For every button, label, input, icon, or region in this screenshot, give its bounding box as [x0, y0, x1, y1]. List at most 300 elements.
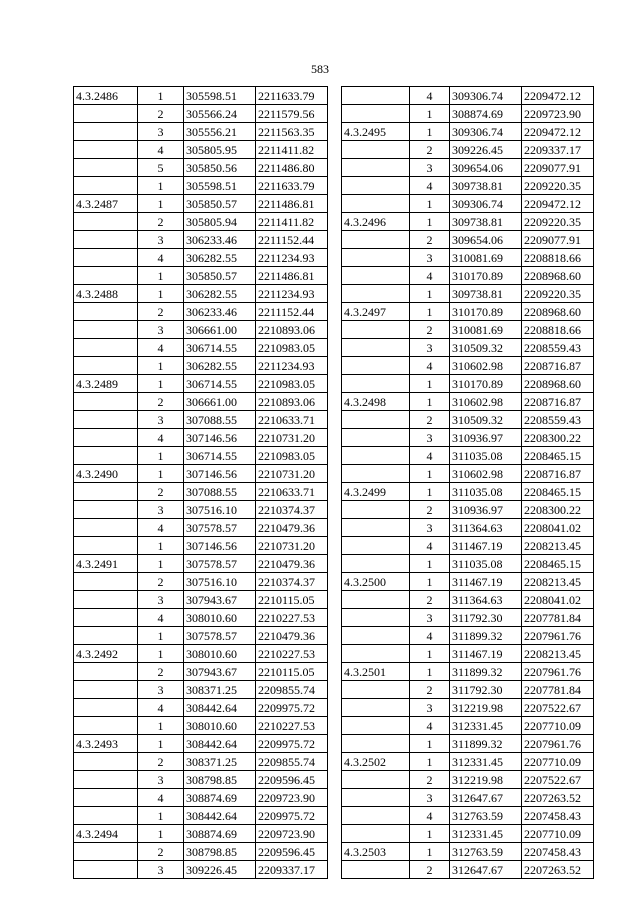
- table-row: [342, 843, 594, 861]
- parcel-id-cell: [342, 159, 410, 177]
- y-coordinate-cell: 2209077.91: [522, 159, 594, 177]
- x-coordinate-cell: 305805.94: [184, 213, 256, 231]
- table-row: [74, 681, 328, 699]
- x-coordinate-cell: 312331.45: [450, 717, 522, 735]
- parcel-id-cell: 4.3.2489: [74, 375, 138, 393]
- parcel-id-cell: 4.3.2494: [74, 825, 138, 843]
- table-row: [342, 231, 594, 249]
- y-coordinate-cell: 2210893.06: [256, 321, 328, 339]
- x-coordinate-cell: 312219.98: [450, 699, 522, 717]
- point-number-cell: 1: [410, 555, 450, 573]
- y-coordinate-cell: 2208968.60: [522, 267, 594, 285]
- table-row: [342, 105, 594, 123]
- table-row: [74, 807, 328, 825]
- x-coordinate-cell: 311899.32: [450, 627, 522, 645]
- parcel-id-cell: [342, 861, 410, 879]
- table-row: [74, 195, 328, 213]
- x-coordinate-cell: 305598.51: [184, 87, 256, 105]
- parcel-id-cell: [342, 591, 410, 609]
- y-coordinate-cell: 2209975.72: [256, 699, 328, 717]
- x-coordinate-cell: 309738.81: [450, 285, 522, 303]
- y-coordinate-cell: 2210479.36: [256, 519, 328, 537]
- x-coordinate-cell: 309226.45: [450, 141, 522, 159]
- table-row: [74, 303, 328, 321]
- table-row: [74, 591, 328, 609]
- parcel-id-cell: [74, 573, 138, 591]
- x-coordinate-cell: 308442.64: [184, 699, 256, 717]
- x-coordinate-cell: 306714.55: [184, 447, 256, 465]
- y-coordinate-cell: 2210983.05: [256, 339, 328, 357]
- x-coordinate-cell: 310170.89: [450, 375, 522, 393]
- y-coordinate-cell: 2211152.44: [256, 231, 328, 249]
- y-coordinate-cell: 2208300.22: [522, 501, 594, 519]
- table-row: [342, 465, 594, 483]
- table-row: [342, 753, 594, 771]
- parcel-id-cell: [342, 501, 410, 519]
- table-row: [342, 213, 594, 231]
- x-coordinate-cell: 308798.85: [184, 771, 256, 789]
- y-coordinate-cell: 2207710.09: [522, 825, 594, 843]
- table-row: [74, 231, 328, 249]
- table-row: [74, 447, 328, 465]
- table-row: [342, 177, 594, 195]
- parcel-id-cell: [342, 321, 410, 339]
- y-coordinate-cell: 2210374.37: [256, 501, 328, 519]
- point-number-cell: 3: [138, 771, 184, 789]
- parcel-id-cell: 4.3.2502: [342, 753, 410, 771]
- y-coordinate-cell: 2211633.79: [256, 87, 328, 105]
- y-coordinate-cell: 2210731.20: [256, 429, 328, 447]
- table-row: [342, 807, 594, 825]
- x-coordinate-cell: 312647.67: [450, 861, 522, 879]
- x-coordinate-cell: 307578.57: [184, 519, 256, 537]
- point-number-cell: 4: [138, 339, 184, 357]
- table-row: [342, 267, 594, 285]
- y-coordinate-cell: 2208213.45: [522, 537, 594, 555]
- y-coordinate-cell: 2210633.71: [256, 411, 328, 429]
- table-row: [342, 393, 594, 411]
- parcel-id-cell: [74, 159, 138, 177]
- parcel-id-cell: [74, 267, 138, 285]
- point-number-cell: 4: [410, 267, 450, 285]
- x-coordinate-cell: 305566.24: [184, 105, 256, 123]
- point-number-cell: 4: [138, 519, 184, 537]
- y-coordinate-cell: 2209472.12: [522, 195, 594, 213]
- point-number-cell: 1: [410, 573, 450, 591]
- parcel-id-cell: 4.3.2488: [74, 285, 138, 303]
- y-coordinate-cell: 2209337.17: [256, 861, 328, 879]
- parcel-id-cell: [74, 303, 138, 321]
- table-row: [74, 429, 328, 447]
- table-row: [74, 771, 328, 789]
- y-coordinate-cell: 2210633.71: [256, 483, 328, 501]
- table-row: [74, 663, 328, 681]
- x-coordinate-cell: 305598.51: [184, 177, 256, 195]
- point-number-cell: 1: [138, 735, 184, 753]
- point-number-cell: 1: [138, 87, 184, 105]
- parcel-id-cell: [342, 735, 410, 753]
- parcel-id-cell: [342, 375, 410, 393]
- coordinates-table-left: [73, 86, 328, 879]
- table-row: [74, 627, 328, 645]
- y-coordinate-cell: 2209077.91: [522, 231, 594, 249]
- parcel-id-cell: [74, 627, 138, 645]
- table-row: [342, 303, 594, 321]
- parcel-id-cell: [74, 609, 138, 627]
- x-coordinate-cell: 306233.46: [184, 303, 256, 321]
- parcel-id-cell: [342, 537, 410, 555]
- y-coordinate-cell: 2208716.87: [522, 465, 594, 483]
- table-row: [74, 393, 328, 411]
- parcel-id-cell: [74, 411, 138, 429]
- point-number-cell: 3: [138, 321, 184, 339]
- y-coordinate-cell: 2208041.02: [522, 519, 594, 537]
- parcel-id-cell: [74, 213, 138, 231]
- point-number-cell: 3: [138, 861, 184, 879]
- parcel-id-cell: [342, 447, 410, 465]
- parcel-id-cell: [74, 807, 138, 825]
- table-row: [74, 105, 328, 123]
- table-row: [342, 375, 594, 393]
- table-row: [342, 591, 594, 609]
- point-number-cell: 1: [138, 285, 184, 303]
- x-coordinate-cell: 310936.97: [450, 501, 522, 519]
- table-row: [342, 609, 594, 627]
- table-row: [74, 555, 328, 573]
- y-coordinate-cell: 2209855.74: [256, 681, 328, 699]
- point-number-cell: 2: [138, 393, 184, 411]
- table-row: [74, 321, 328, 339]
- parcel-id-cell: [74, 753, 138, 771]
- y-coordinate-cell: 2208213.45: [522, 573, 594, 591]
- x-coordinate-cell: 308874.69: [184, 825, 256, 843]
- parcel-id-cell: 4.3.2490: [74, 465, 138, 483]
- y-coordinate-cell: 2209855.74: [256, 753, 328, 771]
- parcel-id-cell: [342, 645, 410, 663]
- parcel-id-cell: 4.3.2493: [74, 735, 138, 753]
- point-number-cell: 2: [410, 681, 450, 699]
- y-coordinate-cell: 2211486.81: [256, 195, 328, 213]
- point-number-cell: 1: [138, 447, 184, 465]
- x-coordinate-cell: 311035.08: [450, 555, 522, 573]
- y-coordinate-cell: 2207263.52: [522, 861, 594, 879]
- table-row: [74, 285, 328, 303]
- table-row: [74, 699, 328, 717]
- parcel-id-cell: [74, 771, 138, 789]
- x-coordinate-cell: 308442.64: [184, 807, 256, 825]
- point-number-cell: 1: [410, 123, 450, 141]
- parcel-id-cell: 4.3.2491: [74, 555, 138, 573]
- table-row: [74, 141, 328, 159]
- y-coordinate-cell: 2209220.35: [522, 213, 594, 231]
- point-number-cell: 1: [410, 303, 450, 321]
- parcel-id-cell: [342, 411, 410, 429]
- point-number-cell: 2: [410, 321, 450, 339]
- x-coordinate-cell: 308371.25: [184, 753, 256, 771]
- y-coordinate-cell: 2211579.56: [256, 105, 328, 123]
- table-row: [342, 429, 594, 447]
- table-row: [74, 789, 328, 807]
- point-number-cell: 4: [410, 807, 450, 825]
- y-coordinate-cell: 2211563.35: [256, 123, 328, 141]
- x-coordinate-cell: 307088.55: [184, 411, 256, 429]
- y-coordinate-cell: 2207522.67: [522, 771, 594, 789]
- point-number-cell: 4: [410, 537, 450, 555]
- x-coordinate-cell: 310170.89: [450, 303, 522, 321]
- parcel-id-cell: [342, 627, 410, 645]
- x-coordinate-cell: 310936.97: [450, 429, 522, 447]
- point-number-cell: 3: [138, 681, 184, 699]
- y-coordinate-cell: 2209220.35: [522, 177, 594, 195]
- table-row: [74, 465, 328, 483]
- parcel-id-cell: [342, 789, 410, 807]
- x-coordinate-cell: 311364.63: [450, 519, 522, 537]
- x-coordinate-cell: 310170.89: [450, 267, 522, 285]
- point-number-cell: 1: [138, 357, 184, 375]
- table-row: [74, 645, 328, 663]
- table-row: [342, 789, 594, 807]
- point-number-cell: 3: [410, 339, 450, 357]
- parcel-id-cell: [342, 339, 410, 357]
- point-number-cell: 1: [410, 213, 450, 231]
- x-coordinate-cell: 307516.10: [184, 501, 256, 519]
- point-number-cell: 4: [410, 177, 450, 195]
- point-number-cell: 3: [410, 429, 450, 447]
- y-coordinate-cell: 2209220.35: [522, 285, 594, 303]
- y-coordinate-cell: 2210227.53: [256, 717, 328, 735]
- x-coordinate-cell: 306661.00: [184, 393, 256, 411]
- x-coordinate-cell: 312763.59: [450, 843, 522, 861]
- point-number-cell: 1: [138, 195, 184, 213]
- parcel-id-cell: [74, 447, 138, 465]
- table-row: [74, 123, 328, 141]
- point-number-cell: 3: [138, 123, 184, 141]
- point-number-cell: 1: [410, 663, 450, 681]
- point-number-cell: 1: [410, 195, 450, 213]
- x-coordinate-cell: 311035.08: [450, 483, 522, 501]
- point-number-cell: 2: [138, 213, 184, 231]
- point-number-cell: 2: [410, 861, 450, 879]
- point-number-cell: 4: [138, 429, 184, 447]
- y-coordinate-cell: 2211234.93: [256, 357, 328, 375]
- point-number-cell: 2: [410, 411, 450, 429]
- x-coordinate-cell: 306233.46: [184, 231, 256, 249]
- y-coordinate-cell: 2208968.60: [522, 303, 594, 321]
- x-coordinate-cell: 311467.19: [450, 645, 522, 663]
- table-row: [74, 411, 328, 429]
- table-row: [342, 285, 594, 303]
- parcel-id-cell: [342, 555, 410, 573]
- table-row: [342, 519, 594, 537]
- table-row: [342, 537, 594, 555]
- table-row: [74, 159, 328, 177]
- table-row: [342, 825, 594, 843]
- parcel-id-cell: 4.3.2496: [342, 213, 410, 231]
- y-coordinate-cell: 2208213.45: [522, 645, 594, 663]
- point-number-cell: 1: [410, 393, 450, 411]
- x-coordinate-cell: 312219.98: [450, 771, 522, 789]
- parcel-id-cell: [342, 267, 410, 285]
- x-coordinate-cell: 308010.60: [184, 645, 256, 663]
- y-coordinate-cell: 2207961.76: [522, 735, 594, 753]
- y-coordinate-cell: 2207710.09: [522, 753, 594, 771]
- x-coordinate-cell: 312331.45: [450, 825, 522, 843]
- y-coordinate-cell: 2209975.72: [256, 807, 328, 825]
- table-row: [74, 519, 328, 537]
- y-coordinate-cell: 2209596.45: [256, 771, 328, 789]
- parcel-id-cell: [74, 483, 138, 501]
- table-row: [342, 141, 594, 159]
- point-number-cell: 4: [138, 609, 184, 627]
- x-coordinate-cell: 308874.69: [450, 105, 522, 123]
- parcel-id-cell: [74, 699, 138, 717]
- point-number-cell: 2: [138, 663, 184, 681]
- x-coordinate-cell: 305805.95: [184, 141, 256, 159]
- parcel-id-cell: [74, 843, 138, 861]
- table-row: [74, 87, 328, 105]
- y-coordinate-cell: 2210731.20: [256, 537, 328, 555]
- table-row: [74, 717, 328, 735]
- y-coordinate-cell: 2208716.87: [522, 393, 594, 411]
- table-row: [342, 357, 594, 375]
- table-row: [342, 681, 594, 699]
- y-coordinate-cell: 2211411.82: [256, 213, 328, 231]
- x-coordinate-cell: 309306.74: [450, 87, 522, 105]
- x-coordinate-cell: 310509.32: [450, 411, 522, 429]
- x-coordinate-cell: 309738.81: [450, 213, 522, 231]
- parcel-id-cell: [74, 249, 138, 267]
- x-coordinate-cell: 309654.06: [450, 231, 522, 249]
- y-coordinate-cell: 2210374.37: [256, 573, 328, 591]
- table-row: [342, 663, 594, 681]
- x-coordinate-cell: 306714.55: [184, 375, 256, 393]
- page-number: 583: [311, 62, 329, 76]
- parcel-id-cell: [342, 177, 410, 195]
- point-number-cell: 2: [410, 771, 450, 789]
- point-number-cell: 1: [410, 645, 450, 663]
- y-coordinate-cell: 2210983.05: [256, 375, 328, 393]
- point-number-cell: 4: [138, 699, 184, 717]
- x-coordinate-cell: 311792.30: [450, 609, 522, 627]
- table-row: [342, 483, 594, 501]
- table-row: [74, 573, 328, 591]
- x-coordinate-cell: 307146.56: [184, 465, 256, 483]
- parcel-id-cell: [74, 141, 138, 159]
- y-coordinate-cell: 2209596.45: [256, 843, 328, 861]
- point-number-cell: 4: [138, 249, 184, 267]
- x-coordinate-cell: 306714.55: [184, 339, 256, 357]
- point-number-cell: 4: [410, 717, 450, 735]
- x-coordinate-cell: 309654.06: [450, 159, 522, 177]
- table-row: [342, 699, 594, 717]
- x-coordinate-cell: 309226.45: [184, 861, 256, 879]
- parcel-id-cell: [74, 105, 138, 123]
- table-row: [342, 339, 594, 357]
- y-coordinate-cell: 2211234.93: [256, 285, 328, 303]
- parcel-id-cell: 4.3.2500: [342, 573, 410, 591]
- x-coordinate-cell: 305850.57: [184, 195, 256, 213]
- y-coordinate-cell: 2211411.82: [256, 141, 328, 159]
- x-coordinate-cell: 310602.98: [450, 393, 522, 411]
- x-coordinate-cell: 307146.56: [184, 537, 256, 555]
- table-row: [74, 375, 328, 393]
- parcel-id-cell: [74, 339, 138, 357]
- x-coordinate-cell: 307578.57: [184, 627, 256, 645]
- parcel-id-cell: [74, 789, 138, 807]
- x-coordinate-cell: 311035.08: [450, 447, 522, 465]
- y-coordinate-cell: 2210115.05: [256, 663, 328, 681]
- point-number-cell: 1: [410, 105, 450, 123]
- table-row: [342, 645, 594, 663]
- y-coordinate-cell: 2207961.76: [522, 663, 594, 681]
- y-coordinate-cell: 2208465.15: [522, 555, 594, 573]
- table-row: [342, 735, 594, 753]
- x-coordinate-cell: 306282.55: [184, 285, 256, 303]
- y-coordinate-cell: 2211234.93: [256, 249, 328, 267]
- point-number-cell: 3: [138, 501, 184, 519]
- parcel-id-cell: [74, 501, 138, 519]
- table-row: [74, 861, 328, 879]
- table-row: [74, 609, 328, 627]
- x-coordinate-cell: 307943.67: [184, 591, 256, 609]
- x-coordinate-cell: 308442.64: [184, 735, 256, 753]
- parcel-id-cell: [342, 105, 410, 123]
- y-coordinate-cell: 2210479.36: [256, 627, 328, 645]
- table-row: [74, 753, 328, 771]
- point-number-cell: 4: [138, 141, 184, 159]
- table-row: [342, 717, 594, 735]
- table-row: [74, 501, 328, 519]
- point-number-cell: 1: [410, 753, 450, 771]
- coordinates-table-right: [341, 86, 594, 879]
- y-coordinate-cell: 2209472.12: [522, 123, 594, 141]
- x-coordinate-cell: 308010.60: [184, 609, 256, 627]
- table-row: [74, 843, 328, 861]
- point-number-cell: 1: [138, 717, 184, 735]
- point-number-cell: 1: [138, 825, 184, 843]
- x-coordinate-cell: 311899.32: [450, 663, 522, 681]
- parcel-id-cell: [74, 231, 138, 249]
- table-row: [342, 501, 594, 519]
- y-coordinate-cell: 2210731.20: [256, 465, 328, 483]
- table-row: [342, 771, 594, 789]
- y-coordinate-cell: 2210115.05: [256, 591, 328, 609]
- x-coordinate-cell: 311792.30: [450, 681, 522, 699]
- x-coordinate-cell: 307146.56: [184, 429, 256, 447]
- parcel-id-cell: 4.3.2487: [74, 195, 138, 213]
- point-number-cell: 3: [410, 249, 450, 267]
- parcel-id-cell: [74, 537, 138, 555]
- table-row: [342, 573, 594, 591]
- x-coordinate-cell: 308010.60: [184, 717, 256, 735]
- point-number-cell: 1: [410, 825, 450, 843]
- parcel-id-cell: 4.3.2497: [342, 303, 410, 321]
- x-coordinate-cell: 310081.69: [450, 249, 522, 267]
- y-coordinate-cell: 2209975.72: [256, 735, 328, 753]
- point-number-cell: 2: [138, 843, 184, 861]
- y-coordinate-cell: 2208818.66: [522, 321, 594, 339]
- parcel-id-cell: 4.3.2498: [342, 393, 410, 411]
- table-row: [342, 447, 594, 465]
- y-coordinate-cell: 2207263.52: [522, 789, 594, 807]
- x-coordinate-cell: 308798.85: [184, 843, 256, 861]
- point-number-cell: 2: [138, 105, 184, 123]
- y-coordinate-cell: 2209723.90: [522, 105, 594, 123]
- y-coordinate-cell: 2208465.15: [522, 447, 594, 465]
- point-number-cell: 4: [138, 789, 184, 807]
- point-number-cell: 3: [138, 231, 184, 249]
- x-coordinate-cell: 312647.67: [450, 789, 522, 807]
